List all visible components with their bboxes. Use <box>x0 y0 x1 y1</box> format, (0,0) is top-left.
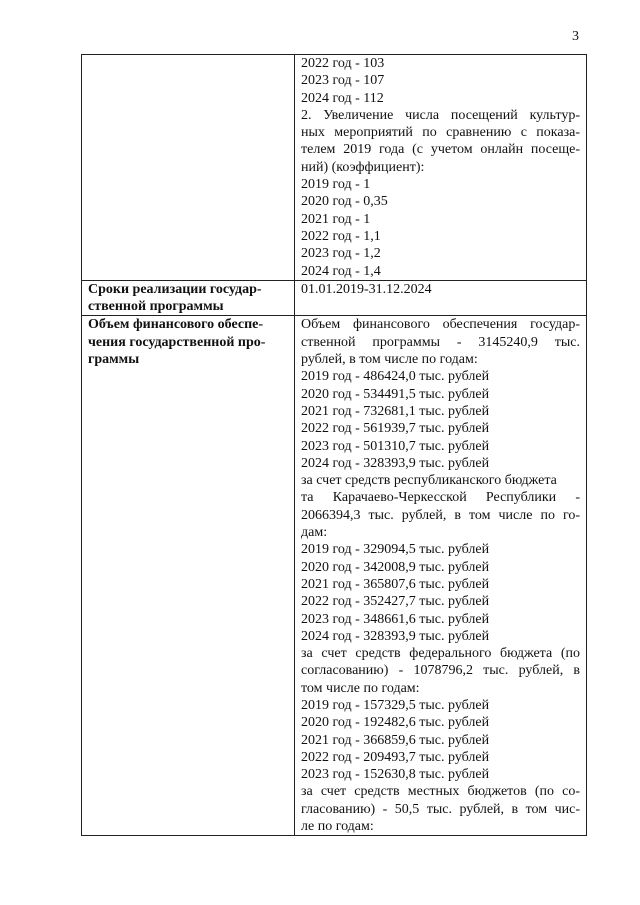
text-line: гласованию) - 50,5 тыс. рублей, в том чис- <box>301 801 580 817</box>
federal-budget-justified <box>301 645 580 680</box>
local-budget-justified <box>301 783 580 818</box>
program-period: 01.01.2019-31.12.2024 <box>301 281 432 297</box>
financing-total-justified <box>301 316 580 351</box>
page-number: 3 <box>572 29 579 44</box>
text-line: ственной программы <box>88 299 224 315</box>
text-line: граммы <box>88 352 140 368</box>
text-line: 2022 год - 561939,7 тыс. рублей <box>301 421 490 437</box>
text-line: ний) (коэффициент): <box>301 159 425 175</box>
text-line: 2019 год - 486424,0 тыс. рублей <box>301 369 490 385</box>
text-line: 2024 год - 1,4 <box>301 263 381 279</box>
financing-total-years <box>301 351 580 489</box>
text-line: Сроки реализации государ- <box>88 281 262 297</box>
text-line: 2019 год - 1 <box>301 177 371 193</box>
text-line: согласованию) - 1078796,2 тыс. рублей, в <box>301 663 580 679</box>
text-line: 2024 год - 112 <box>301 90 384 106</box>
text-line: чения государственной про- <box>88 334 266 350</box>
text-line: ственной программы - 3145240,9 тыс. <box>301 334 580 350</box>
row1-item2-justified <box>301 107 580 159</box>
text-line: 2020 год - 342008,9 тыс. рублей <box>301 559 490 575</box>
text-line: 2020 год - 534491,5 тыс. рублей <box>301 386 490 402</box>
row1-year-list <box>301 55 580 107</box>
row1-item2-tail <box>301 159 580 280</box>
program-passport-table <box>81 54 587 836</box>
text-line: за счет средств местных бюджетов (по со- <box>301 784 580 800</box>
text-line: ных мероприятий по сравнению с показа- <box>301 125 580 141</box>
text-line: 2023 год - 1,2 <box>301 246 381 262</box>
text-line: 2021 год - 732681,1 тыс. рублей <box>301 403 490 419</box>
text-line: 2020 год - 0,35 <box>301 194 388 210</box>
row2-right-cell <box>295 280 587 316</box>
text-line: 2022 год - 352427,7 тыс. рублей <box>301 594 490 610</box>
federal-budget-years <box>301 680 580 784</box>
text-line: 2. Увеличение числа посещений культур- <box>301 107 580 123</box>
text-line: 2021 год - 1 <box>301 211 371 227</box>
text-line: 2020 год - 192482,6 тыс. рублей <box>301 715 490 731</box>
text-line: 2019 год - 157329,5 тыс. рублей <box>301 697 490 713</box>
text-line: 2024 год - 328393,9 тыс. рублей <box>301 628 490 644</box>
table-row-indicators <box>82 55 587 281</box>
regional-budget-justified <box>301 489 580 524</box>
text-line: 2066394,3 тыс. рублей, в том числе по го- <box>301 507 580 523</box>
table-row-terms <box>82 280 587 316</box>
regional-budget-years <box>301 524 580 645</box>
text-line: Объем финансового обеспе- <box>88 317 264 333</box>
row3-left-cell <box>82 316 295 836</box>
text-line: 2022 год - 209493,7 тыс. рублей <box>301 749 490 765</box>
text-line: та Карачаево-Черкесской Республики - <box>301 490 580 506</box>
text-line: ле по годам: <box>301 819 374 835</box>
text-line: 2019 год - 329094,5 тыс. рублей <box>301 542 490 558</box>
text-line: 2023 год - 107 <box>301 73 385 89</box>
text-line: 2022 год - 103 <box>301 56 385 71</box>
text-line: дам: <box>301 525 328 541</box>
text-line: рублей, в том числе по годам: <box>301 352 478 368</box>
row3-label <box>88 316 290 368</box>
row3-right-cell <box>295 316 587 836</box>
text-line: 2022 год - 1,1 <box>301 228 381 244</box>
row1-right-cell <box>295 55 587 281</box>
row1-left-cell <box>82 55 295 281</box>
text-line: 2023 год - 348661,6 тыс. рублей <box>301 611 490 627</box>
text-line: 2021 год - 365807,6 тыс. рублей <box>301 576 490 592</box>
text-line: Объем финансового обеспечения государ- <box>301 317 580 333</box>
text-line: 2023 год - 152630,8 тыс. рублей <box>301 767 490 783</box>
table-row-financing <box>82 316 587 836</box>
row2-left-cell <box>82 280 295 316</box>
text-line: том числе по годам: <box>301 680 420 696</box>
text-line: телем 2019 года (с учетом онлайн посеще- <box>301 142 580 158</box>
row2-label <box>88 281 290 316</box>
text-line: за счет средств федерального бюджета (по <box>301 646 580 662</box>
text-line: за счет средств республиканского бюджета <box>301 473 557 489</box>
text-line: 2023 год - 501310,7 тыс. рублей <box>301 438 490 454</box>
text-line: 2021 год - 366859,6 тыс. рублей <box>301 732 490 748</box>
text-line: 2024 год - 328393,9 тыс. рублей <box>301 455 490 471</box>
local-budget-years <box>301 818 580 835</box>
